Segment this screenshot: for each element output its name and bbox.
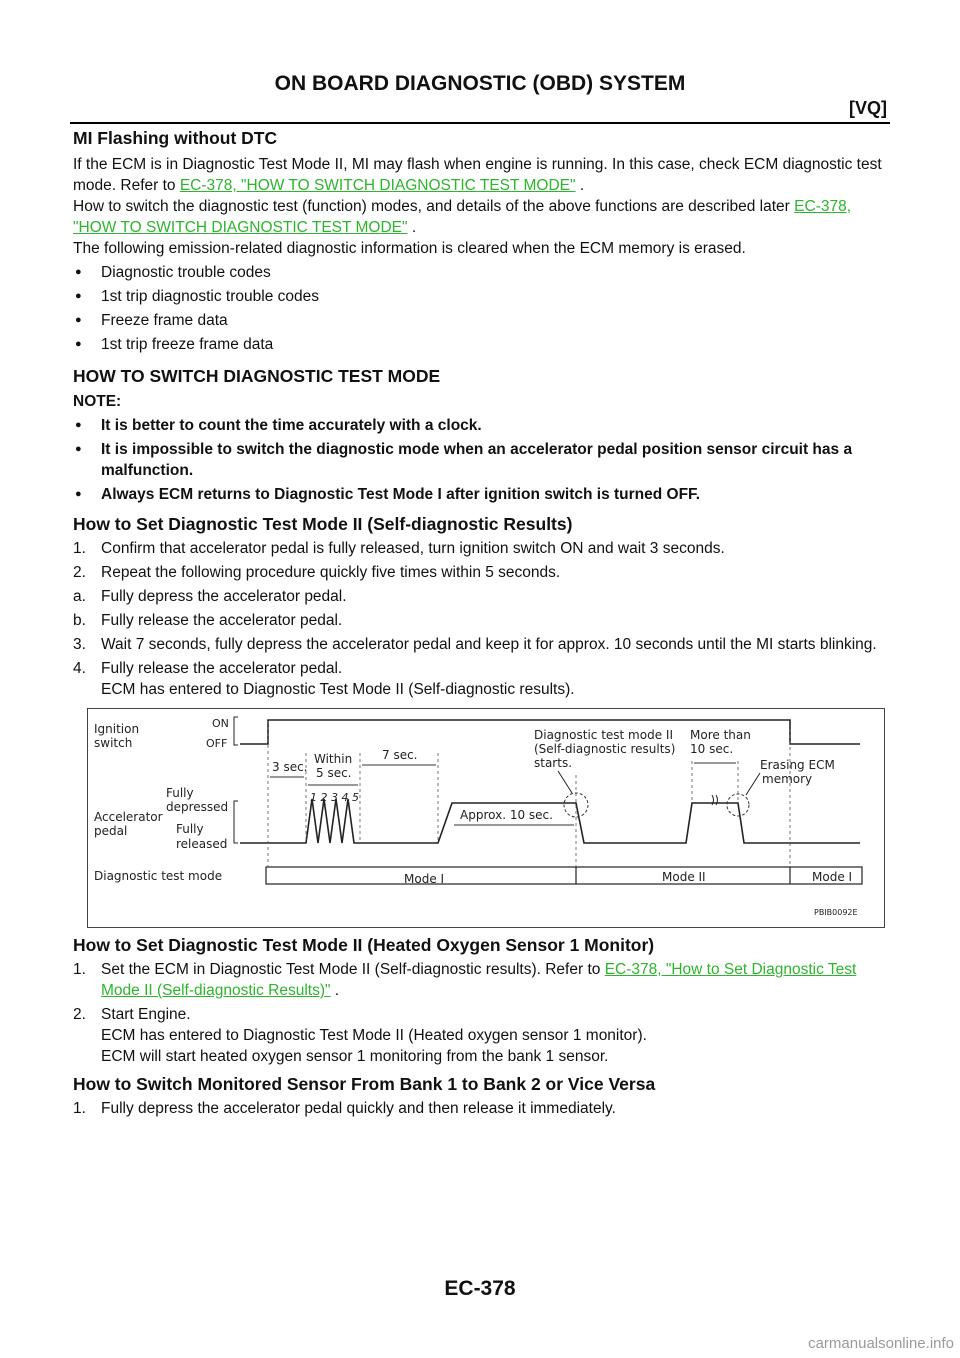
steps-self-diag bbox=[73, 538, 887, 700]
watermark: carmanualsonline.info bbox=[808, 1335, 954, 1352]
label-off: OFF bbox=[206, 737, 228, 750]
pointer-line bbox=[558, 771, 572, 793]
list-item: ● It is better to count the time accurately with a clock. bbox=[73, 415, 887, 436]
label-mode-2: Mode II bbox=[662, 870, 706, 884]
content bbox=[73, 128, 887, 1119]
label-within: Within bbox=[314, 752, 353, 766]
paragraph-cleared-info: The following emission-related diagnostic information is cleared when the ECM memory is erased. bbox=[73, 240, 746, 257]
step-number: 2. bbox=[73, 1006, 86, 1023]
header-rule bbox=[70, 122, 890, 124]
link-self-diag-results[interactable]: EC-378, "How to Set Diagnostic Test Mode II (Self-diagnostic Results)" bbox=[101, 961, 857, 999]
heading-self-diag: How to Set Diagnostic Test Mode II (Self-diagnostic Results) bbox=[73, 514, 573, 534]
step-number: 2. bbox=[73, 564, 86, 581]
list-item bbox=[73, 538, 887, 559]
pointer-line bbox=[746, 773, 760, 795]
steps-switch-bank bbox=[73, 1098, 887, 1119]
label-on: ON bbox=[212, 717, 229, 730]
list-item bbox=[73, 1098, 887, 1119]
list-item bbox=[73, 658, 887, 700]
label-pedal: pedal bbox=[94, 824, 128, 838]
list-item: ● Diagnostic trouble codes bbox=[73, 262, 887, 283]
label-approx: Approx. 10 sec. bbox=[460, 808, 553, 822]
list-item bbox=[73, 586, 887, 607]
cleared-list bbox=[73, 262, 887, 355]
page-title: ON BOARD DIAGNOSTIC (OBD) SYSTEM bbox=[274, 72, 686, 95]
text: . bbox=[407, 219, 417, 236]
list-item: ● 1st trip freeze frame data bbox=[73, 334, 887, 355]
step-text: Start Engine. bbox=[101, 1006, 191, 1023]
ignition-bracket bbox=[234, 717, 238, 745]
label-released: released bbox=[176, 837, 228, 851]
step-number: 1. bbox=[73, 1100, 86, 1117]
step-text: ECM has entered to Diagnostic Test Mode II (Self-diagnostic results). bbox=[101, 681, 575, 698]
list-item: ● Freeze frame data bbox=[73, 310, 887, 331]
list-item bbox=[73, 1004, 887, 1067]
link-switch-test-mode[interactable]: EC-378, "HOW TO SWITCH DIAGNOSTIC TEST MODE" bbox=[179, 177, 576, 194]
list-item: ● Always ECM returns to Diagnostic Test Mode I after ignition switch is turned OFF. bbox=[73, 484, 887, 505]
label-dtm-1: Diagnostic test mode II bbox=[534, 728, 673, 742]
step-text: Repeat the following procedure quickly five times within 5 seconds. bbox=[101, 564, 561, 581]
heading-switch-bank: How to Switch Monitored Sensor From Bank 1 to Bank 2 or Vice Versa bbox=[73, 1074, 656, 1094]
paragraph-switch-how bbox=[73, 196, 887, 238]
label-erasing: Erasing ECM bbox=[760, 758, 835, 772]
step-number: 4. bbox=[73, 660, 86, 677]
step-number: 1. bbox=[73, 961, 86, 978]
step-text: ECM has entered to Diagnostic Test Mode II (Heated oxygen sensor 1 monitor). bbox=[101, 1027, 647, 1044]
label-3-sec: 3 sec. bbox=[272, 760, 308, 774]
step-text: ECM will start heated oxygen sensor 1 monitoring from the bank 1 sensor. bbox=[101, 1048, 609, 1065]
label-fully-2: Fully bbox=[176, 822, 204, 836]
heading-mi-flashing: MI Flashing without DTC bbox=[73, 128, 278, 148]
label-count: 1 2 3 4 5 bbox=[310, 791, 359, 804]
step-text: Confirm that accelerator pedal is fully released, turn ignition switch ON and wait 3 seconds. bbox=[101, 540, 725, 557]
step-text: Fully depress the accelerator pedal quickly and then release it immediately. bbox=[101, 1100, 616, 1117]
timing-diagram-svg bbox=[88, 709, 884, 927]
label-7-sec: 7 sec. bbox=[382, 748, 418, 762]
list-item bbox=[73, 634, 887, 655]
label-more-than: More than bbox=[690, 728, 751, 742]
text: How to switch the diagnostic test (function) modes, and details of the above functions are described later bbox=[73, 198, 795, 215]
step-text: Fully depress the accelerator pedal. bbox=[101, 588, 347, 605]
page-number: EC-378 bbox=[444, 1277, 516, 1300]
step-text: . bbox=[330, 982, 340, 999]
accelerator-bracket bbox=[234, 801, 238, 843]
step-text: Wait 7 seconds, fully depress the accelerator pedal and keep it for approx. 10 seconds until the MI starts blinking. bbox=[101, 636, 877, 653]
mode-bar bbox=[266, 867, 862, 884]
section-code: [VQ] bbox=[849, 98, 887, 118]
label-mode-1: Mode I bbox=[404, 872, 445, 886]
label-dtm-2: (Self-diagnostic results) bbox=[534, 742, 676, 756]
label-5-sec: 5 sec. bbox=[316, 766, 352, 780]
label-depressed: depressed bbox=[166, 800, 229, 814]
list-item: ● 1st trip diagnostic trouble codes bbox=[73, 286, 887, 307]
list-item bbox=[73, 610, 887, 631]
label-dtm-3: starts. bbox=[534, 756, 573, 770]
figure-code: PBIB0092E bbox=[814, 908, 858, 917]
label-mode-3: Mode I bbox=[812, 870, 853, 884]
list-item: ● It is impossible to switch the diagnostic mode when an accelerator pedal position sensor circuit has a malfunction. bbox=[73, 439, 887, 481]
label-ignition: Ignition bbox=[94, 722, 140, 736]
label-diagnostic-test-mode: Diagnostic test mode bbox=[94, 869, 223, 883]
note-list bbox=[73, 415, 887, 505]
step-number: a. bbox=[73, 588, 86, 605]
heading-how-to-switch: HOW TO SWITCH DIAGNOSTIC TEST MODE bbox=[73, 366, 441, 386]
steps-heated-o2 bbox=[73, 959, 887, 1067]
list-item bbox=[73, 959, 887, 1001]
text: . bbox=[575, 177, 585, 194]
paragraph-ecm-mode bbox=[73, 154, 887, 196]
label-fully-1: Fully bbox=[166, 786, 194, 800]
heading-heated-o2: How to Set Diagnostic Test Mode II (Heated Oxygen Sensor 1 Monitor) bbox=[73, 935, 655, 955]
step-number: 1. bbox=[73, 540, 86, 557]
step-number: b. bbox=[73, 612, 86, 629]
step-text: Set the ECM in Diagnostic Test Mode II (Self-diagnostic results). Refer to bbox=[101, 961, 605, 978]
note-label: NOTE: bbox=[73, 393, 122, 410]
step-text: Fully release the accelerator pedal. bbox=[101, 660, 343, 677]
link-switch-test-mode-2[interactable]: EC-378, "HOW TO SWITCH DIAGNOSTIC TEST MODE" bbox=[73, 198, 852, 236]
step-number: 3. bbox=[73, 636, 86, 653]
label-10-sec: 10 sec. bbox=[690, 742, 734, 756]
label-switch: switch bbox=[94, 736, 133, 750]
step-text: Fully release the accelerator pedal. bbox=[101, 612, 343, 629]
label-accelerator: Accelerator bbox=[94, 810, 163, 824]
timing-diagram bbox=[87, 708, 885, 928]
list-item bbox=[73, 562, 887, 583]
text: If the ECM is in Diagnostic Test Mode II, MI may flash when engine is running. In this case, check ECM diagnostic test mode. Refer to bbox=[73, 156, 882, 194]
label-memory: memory bbox=[762, 772, 813, 786]
